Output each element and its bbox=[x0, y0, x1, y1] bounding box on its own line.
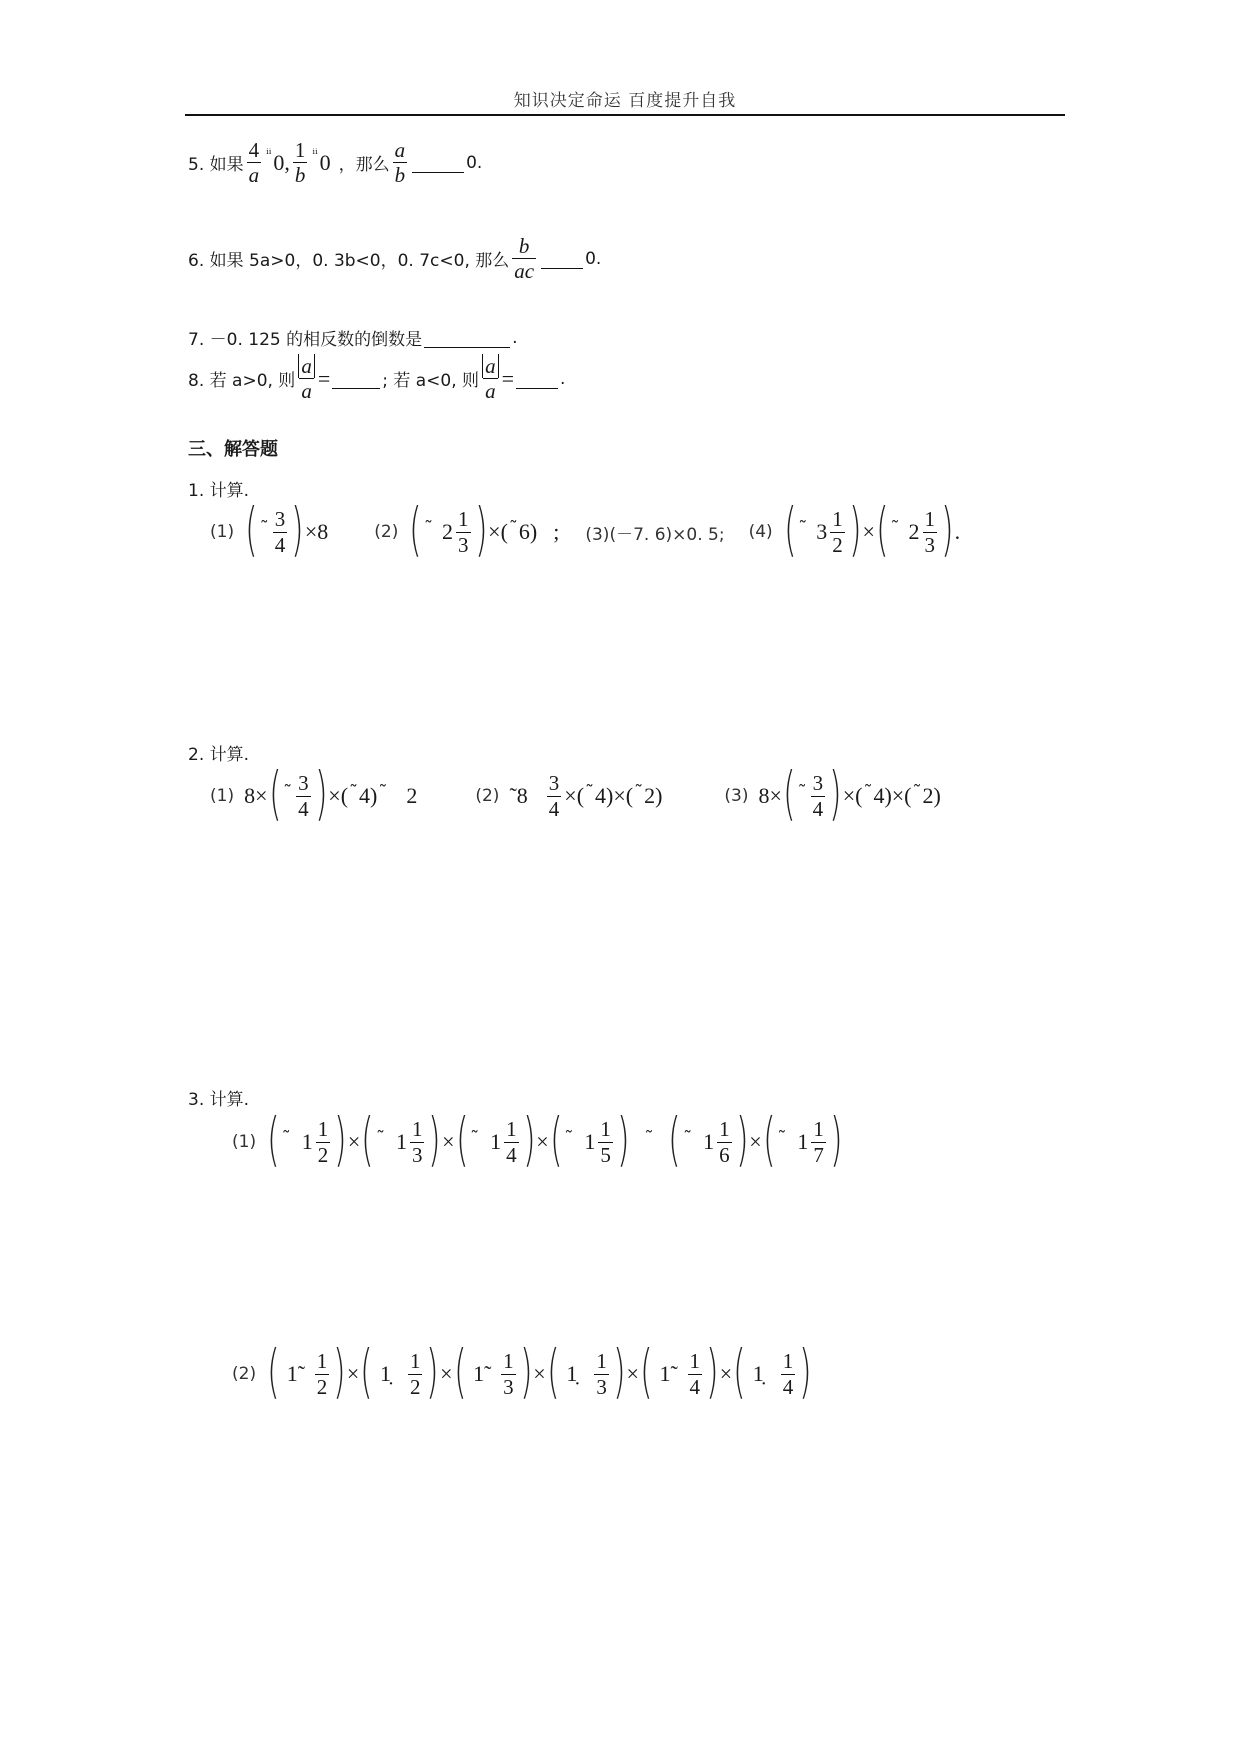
p1-item4-end: . bbox=[954, 519, 961, 544]
p1-item2-rparen: ) bbox=[474, 495, 488, 563]
p1-item1-sign: ˜ bbox=[259, 517, 269, 539]
q5-f1-den: a bbox=[248, 163, 260, 188]
p3-i1-term-0-after: × bbox=[347, 1129, 361, 1154]
p3-i1-term-5-rparen: ) bbox=[829, 1105, 843, 1173]
p3-i2-term-3-fraction bbox=[594, 1349, 609, 1398]
p3-i1-term-5-num: 1 bbox=[813, 1117, 824, 1142]
p3-i1-term-5-fraction bbox=[811, 1117, 826, 1166]
p2-item1-rparen: ) bbox=[314, 759, 328, 827]
p3-item1-label: (1) bbox=[232, 1132, 257, 1152]
q5-f2-num: 1 bbox=[294, 138, 306, 162]
p2-item2-num: 3 bbox=[548, 771, 560, 796]
q8-fraction-1 bbox=[298, 354, 315, 403]
p2-item3-sign: ˜ bbox=[797, 781, 807, 803]
q6-text: 6. 如果 5a>0，0. 3b<0，0. 7c<0, 那么 bbox=[188, 251, 510, 272]
q8-f2-den: a bbox=[485, 379, 496, 404]
p1-item4-rparen-2: ) bbox=[941, 495, 954, 563]
p3-i1-term-3-num: 1 bbox=[600, 1117, 611, 1142]
p3-i2-term-3-rparen: ) bbox=[612, 1337, 626, 1405]
p3-i1-term-2-sign: ˜ bbox=[470, 1127, 480, 1149]
p3-i1-term-2-rparen: ) bbox=[522, 1105, 536, 1173]
p3-i2-term-5-rparen: ) bbox=[799, 1337, 812, 1405]
p2-item1-tilde: ˜ bbox=[349, 781, 359, 803]
p3-i2-term-1-rparen: ) bbox=[426, 1337, 439, 1405]
p3-i1-term-2-den: 4 bbox=[506, 1142, 517, 1167]
page-header: 知识决定命运 百度提升自我 bbox=[513, 91, 737, 111]
p2-item3-tilde-2: ˜ bbox=[912, 781, 922, 803]
p3-i2-term-3-whole: 1̣ bbox=[566, 1361, 578, 1386]
p3-i1-term-5-lparen: ( bbox=[762, 1105, 776, 1173]
p3-i1-term-2-num: 1 bbox=[506, 1117, 517, 1142]
q5-prefix: 5. 如果 bbox=[188, 155, 244, 176]
p3-i1-term-0-lparen: ( bbox=[267, 1105, 280, 1173]
p3-i1-term-0-sign: ˜ bbox=[281, 1127, 291, 1149]
p2-item2-fraction bbox=[547, 771, 562, 820]
p3-i1-term-1-after: × bbox=[442, 1129, 455, 1154]
p2-item2-tilde-2: ˜ bbox=[634, 781, 644, 803]
p2-item3-rparen: ) bbox=[829, 759, 842, 827]
q5-f2-den: b bbox=[294, 163, 306, 188]
problem-1-title bbox=[188, 476, 249, 501]
q8-f2-num: a bbox=[482, 354, 499, 378]
p2-item3-den: 4 bbox=[812, 796, 824, 821]
p3-item2-expression bbox=[266, 1337, 813, 1405]
p2-item2-label: (2) bbox=[475, 786, 500, 806]
p3-i2-term-4-num: 1 bbox=[689, 1349, 701, 1374]
q6-f-num: b bbox=[518, 234, 530, 258]
problem-1-items bbox=[210, 495, 961, 563]
p2-item3-a: 4)×( bbox=[873, 783, 912, 808]
p1-title: 1. 计算. bbox=[188, 481, 250, 501]
p3-i2-term-1-fraction bbox=[408, 1349, 423, 1398]
p2-item3-label: (3) bbox=[724, 786, 749, 806]
p2-item1-num: 3 bbox=[298, 771, 309, 796]
p2-item1-tilde-2: ˜ bbox=[378, 781, 388, 803]
p3-i2-term-2-fraction bbox=[501, 1349, 516, 1398]
p1-sep: ; bbox=[553, 519, 560, 544]
p3-i1-term-1-fraction bbox=[410, 1117, 425, 1166]
p1-item3: (3)(－7. 6)×0. 5; bbox=[585, 524, 725, 545]
p1-item2-sign: ˜ bbox=[424, 517, 434, 539]
question-7 bbox=[188, 325, 518, 350]
q5-f3-den: b bbox=[394, 163, 406, 188]
p1-item2-fraction bbox=[456, 507, 471, 556]
q8-answer-blank-1[interactable] bbox=[332, 368, 380, 389]
p1-item4-rparen-1: ) bbox=[848, 495, 862, 563]
p3-i2-term-0-whole: 1̃ bbox=[286, 1361, 298, 1386]
p2-title: 2. 计算. bbox=[188, 745, 250, 765]
p1-item4-num-1: 1 bbox=[832, 507, 843, 532]
p1-item4-den-1: 2 bbox=[832, 532, 843, 557]
p1-item4-fraction-1 bbox=[830, 507, 845, 556]
p2-item2-b: 2) bbox=[644, 783, 663, 808]
p3-i2-term-1-after: × bbox=[440, 1361, 453, 1386]
q5-zero-1: 0 bbox=[273, 149, 285, 175]
p2-item2-pre: ˜8 bbox=[509, 783, 528, 808]
p3-i2-term-3-lparen: ( bbox=[546, 1337, 560, 1405]
p2-item1-lparen: ( bbox=[268, 759, 282, 827]
q5-fraction-3 bbox=[393, 138, 408, 187]
p3-item1-expression bbox=[266, 1105, 843, 1173]
p2-item3-b: 2) bbox=[922, 783, 941, 808]
p3-i1-term-1-sign: ˜ bbox=[375, 1127, 385, 1149]
q8-eq-2: = bbox=[501, 365, 514, 391]
p1-item2-whole: 2 bbox=[442, 519, 454, 544]
q8-answer-blank-2[interactable] bbox=[516, 368, 558, 389]
question-6 bbox=[188, 234, 601, 283]
p2-item1-fraction bbox=[296, 771, 311, 820]
p3-i2-term-1-num: 1 bbox=[409, 1349, 421, 1374]
p3-i2-term-1-lparen: ( bbox=[360, 1337, 373, 1405]
p2-item1-den: 4 bbox=[298, 796, 309, 821]
q5-suffix: 0. bbox=[466, 152, 483, 173]
p1-item2-end: 6) bbox=[518, 519, 538, 544]
q6-f-den: ac bbox=[514, 259, 535, 284]
question-5 bbox=[188, 138, 482, 187]
problem-2-items bbox=[210, 759, 941, 827]
p3-i2-term-3-after: × bbox=[626, 1361, 639, 1386]
p1-item1-lparen: ( bbox=[245, 495, 258, 563]
p3-i2-term-2-rparen: ) bbox=[519, 1337, 533, 1405]
p3-i1-term-1-num: 1 bbox=[411, 1117, 423, 1142]
header-rule bbox=[185, 114, 1065, 116]
q5-f3-num: a bbox=[394, 138, 406, 162]
section-3-title-text: 三、解答题 bbox=[188, 439, 278, 460]
p3-i2-term-4-after: × bbox=[719, 1361, 733, 1386]
p3-i1-term-3-den: 5 bbox=[600, 1142, 611, 1167]
p3-i2-term-4-whole: 1̃ bbox=[659, 1361, 671, 1386]
p3-i2-term-0-num: 1 bbox=[316, 1349, 328, 1374]
p3-i1-term-4-den: 6 bbox=[719, 1142, 730, 1167]
q7-text: 7. －0. 125 的相反数的倒数是 bbox=[188, 330, 423, 350]
p3-item2-label: (2) bbox=[232, 1364, 257, 1384]
p3-i2-term-1-den: 2 bbox=[409, 1374, 421, 1399]
p3-i1-term-1-lparen: ( bbox=[361, 1105, 374, 1173]
p1-item4-sign-1: ˜ bbox=[798, 517, 808, 539]
p3-i1-term-3-lparen: ( bbox=[549, 1105, 563, 1173]
q8-middle: ; 若 a<0, 则 bbox=[382, 371, 480, 392]
p3-i2-term-0-fraction bbox=[315, 1349, 330, 1398]
q8-suffix: . bbox=[559, 368, 566, 389]
problem-3-item-2 bbox=[232, 1337, 813, 1405]
p2-item2-tilde: ˜ bbox=[585, 781, 595, 803]
p3-i1-term-4-after: × bbox=[749, 1129, 762, 1154]
p3-i1-term-1-den: 3 bbox=[411, 1142, 423, 1167]
q5-zero-2: 0 bbox=[319, 149, 331, 175]
p2-item1-end: 4) bbox=[359, 783, 378, 808]
p1-item1-den: 4 bbox=[274, 532, 286, 557]
p1-item2-num: 1 bbox=[458, 507, 469, 532]
p3-i1-term-0-whole: 1 bbox=[301, 1129, 313, 1154]
q6-suffix: 0. bbox=[585, 248, 602, 269]
q5-answer-blank[interactable] bbox=[412, 152, 464, 173]
p2-item2-a: 4)×( bbox=[595, 783, 634, 808]
p3-i2-term-2-after: × bbox=[533, 1361, 546, 1386]
q6-answer-blank[interactable] bbox=[541, 248, 583, 269]
q6-fraction bbox=[512, 234, 536, 283]
problem-3-title bbox=[188, 1085, 249, 1110]
q7-suffix: . bbox=[512, 327, 518, 348]
p1-item2-tilde: ˜ bbox=[508, 517, 518, 539]
q8-f1-num: a bbox=[298, 354, 315, 378]
p2-item3-tilde: ˜ bbox=[863, 781, 873, 803]
p1-item4-whole-2: 2 bbox=[908, 519, 920, 544]
p3-i2-term-2-num: 1 bbox=[503, 1349, 514, 1374]
p3-i2-term-5-den: 4 bbox=[782, 1374, 794, 1399]
p1-item4-times: × bbox=[862, 519, 875, 544]
q8-eq-1: = bbox=[317, 365, 331, 391]
p3-i1-term-4-lparen: ( bbox=[668, 1105, 682, 1173]
p3-i1-term-4-whole: 1 bbox=[703, 1129, 715, 1154]
p3-i1-term-0-fraction bbox=[316, 1117, 331, 1166]
p3-i1-term-2-fraction bbox=[504, 1117, 519, 1166]
question-8 bbox=[188, 354, 565, 403]
p2-item1-label: (1) bbox=[210, 786, 235, 806]
q5-comma: , bbox=[284, 149, 290, 175]
p1-item4-den-2: 3 bbox=[924, 532, 935, 557]
p3-i1-term-4-rparen: ) bbox=[735, 1105, 749, 1173]
q5-f1-num: 4 bbox=[248, 138, 260, 162]
p3-i2-term-4-den: 4 bbox=[689, 1374, 701, 1399]
q7-answer-blank[interactable] bbox=[424, 327, 510, 348]
q5-middle: ，那么 bbox=[338, 155, 390, 176]
p2-item3-num: 3 bbox=[812, 771, 824, 796]
p3-i1-term-5-den: 7 bbox=[813, 1142, 824, 1167]
p2-item1-pre: 8× bbox=[244, 783, 268, 808]
p3-i2-term-5-fraction bbox=[781, 1349, 796, 1398]
p3-i1-term-1-rparen: ) bbox=[428, 1105, 441, 1173]
p3-i1-term-5-sign: ˜ bbox=[777, 1127, 787, 1149]
p3-i1-term-3-after: ˜ bbox=[644, 1127, 654, 1149]
p3-i1-term-3-sign: ˜ bbox=[564, 1127, 574, 1149]
p1-item1-fraction bbox=[273, 507, 288, 556]
p1-item4-fraction-2 bbox=[923, 507, 938, 556]
p3-i2-term-2-lparen: ( bbox=[453, 1337, 467, 1405]
q5-mark-2: ⁱⁱ bbox=[312, 147, 318, 163]
p3-i2-term-5-lparen: ( bbox=[733, 1337, 746, 1405]
p3-i2-term-0-after: × bbox=[346, 1361, 360, 1386]
p3-i2-term-4-fraction bbox=[688, 1349, 703, 1398]
p3-i1-term-4-num: 1 bbox=[719, 1117, 730, 1142]
p2-item2-mid: ×( bbox=[564, 783, 585, 808]
problem-3-item-1 bbox=[232, 1105, 843, 1173]
p3-title: 3. 计算. bbox=[188, 1090, 250, 1110]
q8-prefix: 8. 若 a>0, 则 bbox=[188, 371, 296, 392]
p1-item4-whole-1: 3 bbox=[816, 519, 828, 544]
section-3-title bbox=[188, 435, 278, 461]
problem-2-title bbox=[188, 740, 249, 765]
p1-item4-num-2: 1 bbox=[924, 507, 935, 532]
p1-item2-label: (2) bbox=[374, 522, 399, 542]
p2-item2-den: 4 bbox=[548, 796, 560, 821]
p1-item1-tail: ×8 bbox=[304, 519, 329, 544]
q5-fraction-1 bbox=[247, 138, 262, 187]
p2-item3-pre: 8× bbox=[758, 783, 782, 808]
p1-item1-rparen: ) bbox=[291, 495, 304, 563]
p3-i2-term-4-rparen: ) bbox=[706, 1337, 719, 1405]
p3-i1-term-0-rparen: ) bbox=[334, 1105, 347, 1173]
p1-item2-den: 3 bbox=[458, 532, 469, 557]
p3-i2-term-1-whole: 1̣ bbox=[379, 1361, 391, 1386]
p3-i2-term-5-num: 1 bbox=[782, 1349, 794, 1374]
p1-item2-tail: ×( bbox=[488, 519, 508, 544]
p3-i2-term-2-den: 3 bbox=[503, 1374, 514, 1399]
p3-i1-term-0-den: 2 bbox=[317, 1142, 329, 1167]
p3-i1-term-5-whole: 1 bbox=[797, 1129, 809, 1154]
p1-item4-lparen-2: ( bbox=[875, 495, 889, 563]
p1-item4-sign-2: ˜ bbox=[890, 517, 900, 539]
p3-i1-term-3-whole: 1 bbox=[584, 1129, 596, 1154]
p2-item3-fraction bbox=[811, 771, 826, 820]
p3-i2-term-0-den: 2 bbox=[316, 1374, 328, 1399]
p1-item1-num: 3 bbox=[274, 507, 286, 532]
q8-fraction-2 bbox=[482, 354, 499, 403]
p3-i2-term-0-lparen: ( bbox=[267, 1337, 280, 1405]
p2-item1-last: 2 bbox=[406, 783, 418, 808]
p3-i1-term-0-num: 1 bbox=[317, 1117, 329, 1142]
q8-f1-den: a bbox=[301, 379, 312, 404]
p3-i2-term-0-rparen: ) bbox=[333, 1337, 346, 1405]
p2-item1-mid: ×( bbox=[328, 783, 349, 808]
p3-i2-term-3-den: 3 bbox=[596, 1374, 607, 1399]
p3-i1-term-4-sign: ˜ bbox=[683, 1127, 693, 1149]
p1-item1-label: (1) bbox=[210, 522, 235, 542]
p3-i1-term-1-whole: 1 bbox=[395, 1129, 407, 1154]
p3-i2-term-4-lparen: ( bbox=[640, 1337, 653, 1405]
p3-i1-term-3-rparen: ) bbox=[616, 1105, 630, 1173]
p3-i1-term-2-whole: 1 bbox=[490, 1129, 502, 1154]
p3-i2-term-2-whole: 1̃ bbox=[473, 1361, 485, 1386]
p3-i1-term-2-after: × bbox=[536, 1129, 549, 1154]
q5-fraction-2 bbox=[293, 138, 308, 187]
p2-item1-sign: ˜ bbox=[283, 781, 293, 803]
p3-i2-term-3-num: 1 bbox=[596, 1349, 607, 1374]
q5-mark-1: ⁱⁱ bbox=[266, 147, 272, 163]
p2-item3-mid: ×( bbox=[842, 783, 863, 808]
p1-item2-lparen: ( bbox=[409, 495, 422, 563]
p1-item4-lparen-1: ( bbox=[783, 495, 797, 563]
p3-i1-term-2-lparen: ( bbox=[455, 1105, 469, 1173]
p3-i1-term-4-fraction bbox=[717, 1117, 732, 1166]
p3-i1-term-3-fraction bbox=[598, 1117, 613, 1166]
p1-item4-label: (4) bbox=[748, 522, 773, 542]
p3-i2-term-5-whole: 1̣ bbox=[752, 1361, 764, 1386]
p2-item3-lparen: ( bbox=[783, 759, 796, 827]
